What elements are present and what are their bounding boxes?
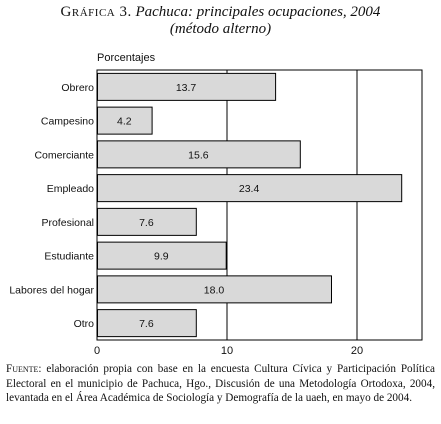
category-label: Otro: [73, 318, 94, 331]
category-label: Empleado: [46, 183, 94, 196]
axis-label: Porcentajes: [97, 52, 156, 64]
chart-number: Gráfica 3.: [60, 4, 132, 20]
bar-value-label: 4.2: [116, 115, 132, 128]
bar-value-label: 9.9: [154, 250, 169, 263]
chart-title-line2: (método alterno): [169, 21, 272, 37]
category-label: Comerciante: [34, 149, 94, 162]
bar-value-label: 18.0: [203, 284, 225, 297]
bar-value-label: 7.6: [139, 318, 154, 331]
bar-value-label: 15.6: [188, 149, 209, 162]
x-tick-label: 10: [220, 345, 234, 357]
source-note: [6, 362, 435, 406]
category-label: Campesino: [40, 115, 94, 128]
x-tick-label: 0: [93, 345, 101, 357]
source-text: elaboración propia con base en la encuesta Cultura Cívica y Participación Política Electoral en el municipio de Pachuca, Hgo., Discusión de una Metodología Ortodoxa, 2004, levantada en el Área Académica de Sociología y Demografía de la uaeh, en mayo de 2004.: [6, 363, 435, 405]
x-tick-label: 20: [350, 345, 364, 357]
bar-value-label: 7.6: [139, 216, 154, 229]
category-label: Obrero: [61, 81, 94, 94]
category-label: Estudiante: [44, 250, 94, 263]
bar-value-label: 23.4: [238, 183, 260, 196]
bar-value-label: 13.7: [175, 81, 197, 94]
category-label: Profesional: [41, 216, 94, 229]
source-label: Fuente:: [6, 363, 42, 375]
category-label: Labores del hogar: [9, 284, 94, 297]
chart-title-line1: Pachuca: principales ocupaciones, 2004: [135, 4, 381, 20]
